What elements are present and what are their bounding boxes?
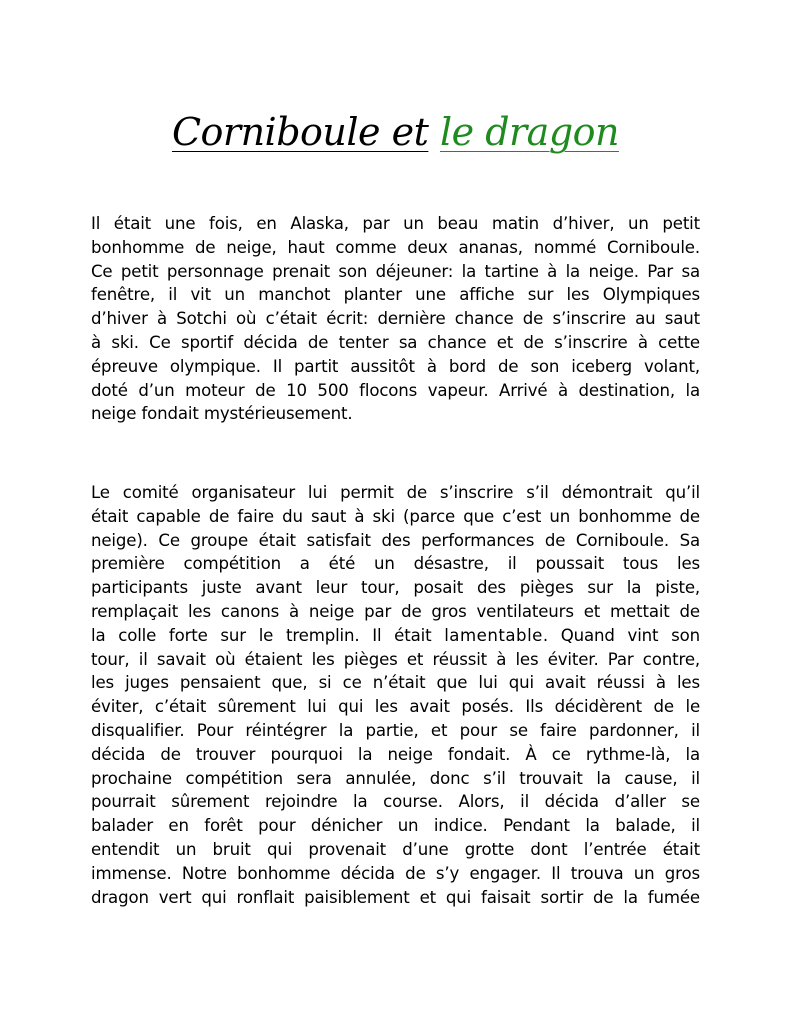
paragraph-line: entendit un bruit qui provenait d’une grotte dont l’entrée était [91, 839, 700, 859]
paragraph-line: d’hiver à Sotchi où c’était écrit: dernière chance de s’inscrire au saut [91, 309, 700, 329]
paragraph-2 [91, 481, 700, 909]
paragraph-line: neige fondait mystérieusement. [91, 404, 353, 424]
paragraph-line: à ski. Ce sportif décida de tenter sa chance et de s’inscrire à cette [91, 332, 700, 352]
paragraph-line: doté d’un moteur de 10 500 flocons vapeur. Arrivé à destination, la [91, 380, 700, 400]
paragraph-line: participants juste avant leur tour, posait des pièges sur la piste, [91, 578, 700, 598]
paragraph-line: les juges pensaient que, si ce n’était que lui qui avait réussi à les [91, 673, 700, 693]
paragraph-1 [91, 212, 700, 426]
paragraph-line: pourrait sûrement rejoindre la course. Alors, il décida d’aller se [91, 792, 700, 812]
paragraph-line: bonhomme de neige, haut comme deux ananas, nommé Corniboule. [91, 237, 700, 257]
paragraph-line: éviter, c’était sûrement lui qui les avait posés. Ils décidèrent de le [91, 697, 700, 717]
paragraph-line: tour, il savait où étaient les pièges et réussit à les éviter. Par contre, [91, 649, 700, 669]
paragraph-line: Le comité organisateur lui permit de s’inscrire s’il démontrait qu’il [91, 483, 700, 502]
paragraph-line: première compétition a été un désastre, il poussait tous les [91, 554, 700, 574]
line-text-tail: . Quand vint son [542, 625, 700, 645]
paragraph-line: épreuve olympique. Il partit aussitôt à bord de son iceberg volant, [91, 356, 700, 376]
page-title [0, 108, 791, 156]
paragraph-line: dragon vert qui ronflait paisiblement et qui faisait sortir de la fumée [91, 887, 700, 907]
paragraph-line: Ce petit personnage prenait son déjeuner: la tartine à la neige. Par sa [91, 261, 700, 281]
paragraph-line: balader en forêt pour dénicher un indice. Pendant la balade, il [91, 816, 700, 836]
paragraph-line: prochaine compétition sera annulée, donc s’il trouvait la cause, il [91, 768, 700, 788]
paragraph-line: décida de trouver pourquoi la neige fondait. À ce rythme-là, la [91, 744, 700, 764]
paragraph-line: neige). Ce groupe était satisfait des performances de Corniboule. Sa [91, 530, 700, 550]
paragraph-line: disqualifier. Pour réintégrer la partie, et pour se faire pardonner, il [91, 720, 700, 740]
paragraph-line: était capable de faire du saut à ski (parce que c’est un bonhomme de [91, 506, 700, 526]
line-text: la colle forte sur le tremplin. Il était [91, 625, 432, 645]
paragraph-line: Il était une fois, en Alaska, par un beau matin d’hiver, un petit [91, 214, 700, 233]
paragraph-line: fenêtre, il vit un manchot planter une affiche sur les Olympiques [91, 285, 700, 305]
emphasis-word: lamentable [444, 625, 543, 645]
title-part-corniboule: Corniboule et [171, 110, 429, 154]
paragraph-line: remplaçait les canons à neige par de gros ventilateurs et mettait de [91, 601, 700, 621]
paragraph-line: immense. Notre bonhomme décida de s’y engager. Il trouva un gros [91, 863, 700, 883]
paragraph-line-with-emphasis [91, 624, 700, 648]
title-part-dragon: le dragon [439, 110, 620, 154]
